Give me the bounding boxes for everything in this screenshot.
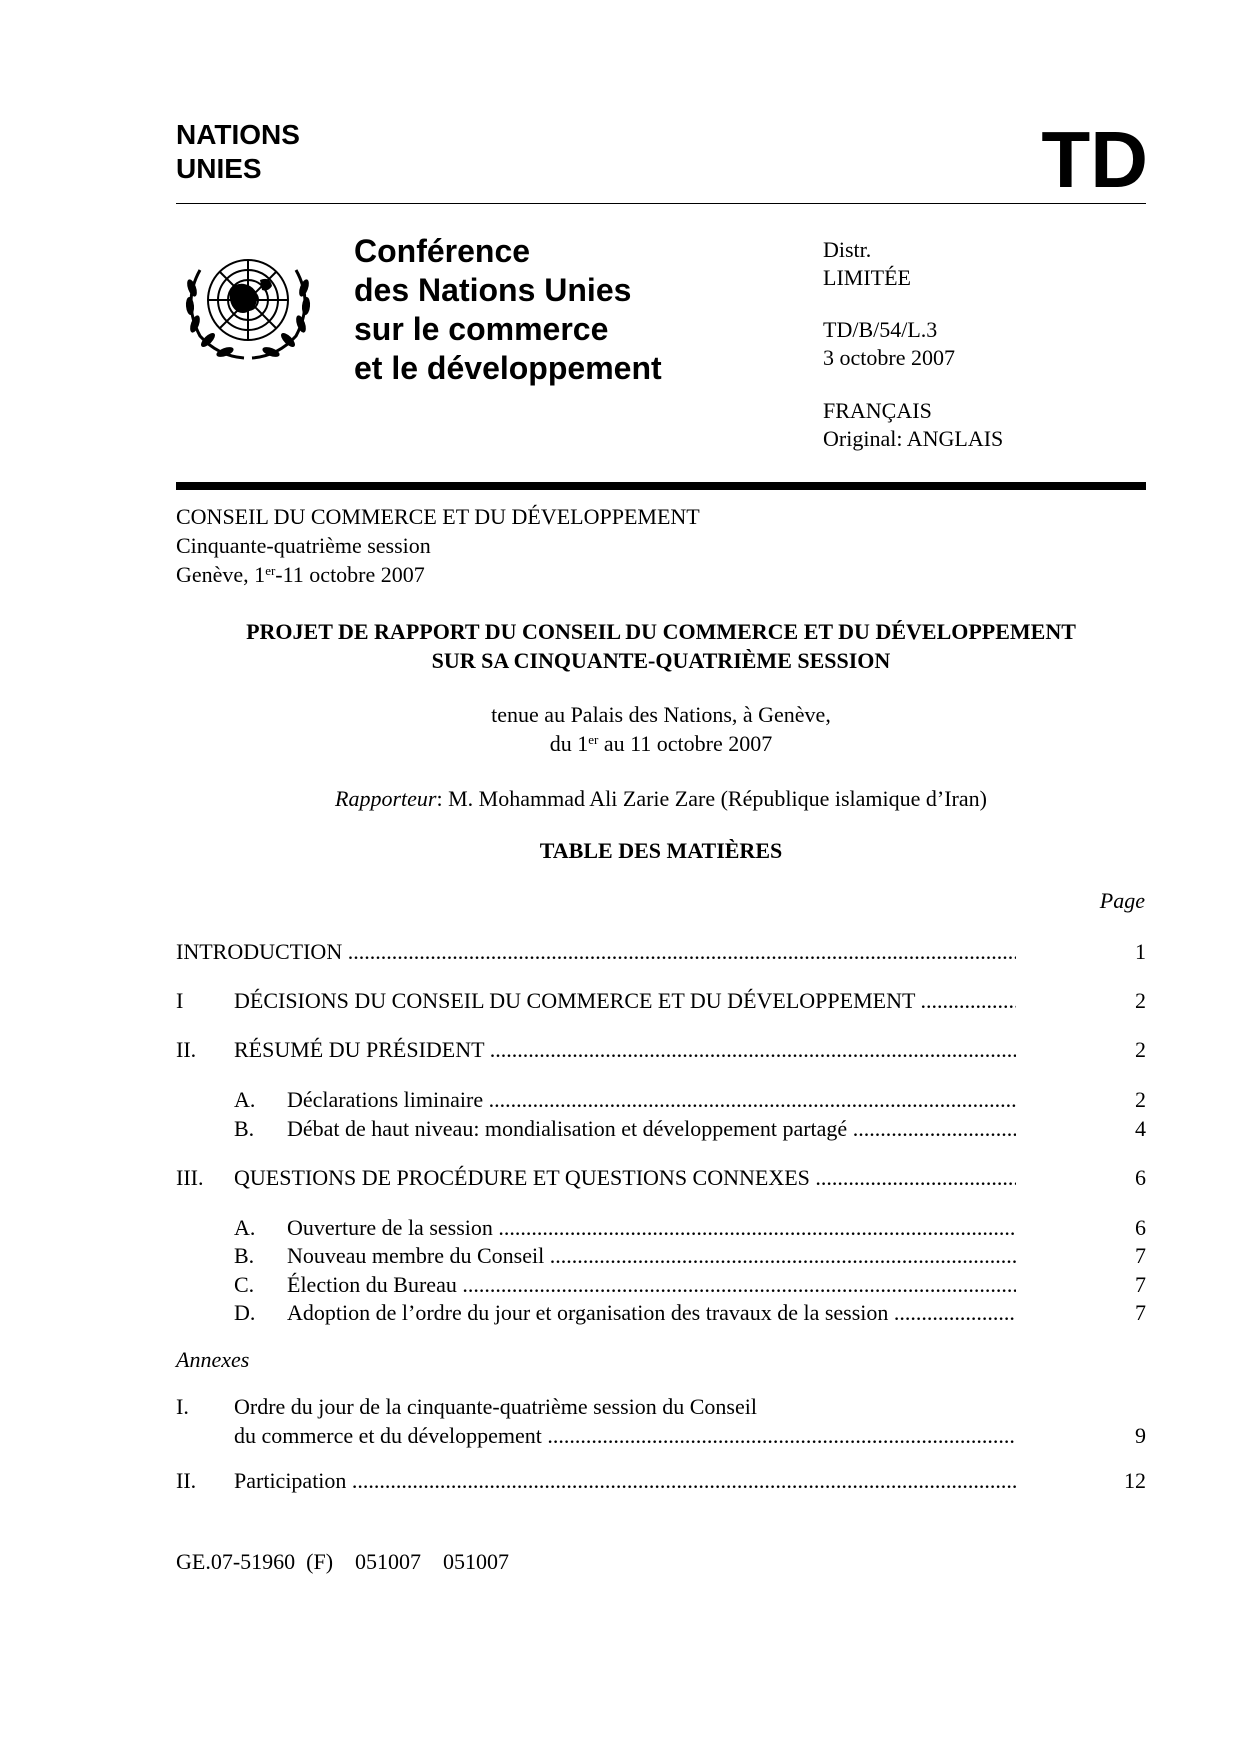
conference-title-line4: et le développement	[354, 350, 662, 386]
toc-entry[interactable]	[176, 1085, 1146, 1114]
toc-entry-label: Nouveau membre du Conseil .....	[287, 1241, 1016, 1270]
distribution-block	[823, 236, 911, 292]
toc-entry-page: 7	[1135, 1300, 1146, 1325]
toc-entry[interactable]	[176, 1270, 1146, 1299]
toc-entry[interactable]	[176, 937, 1146, 966]
org-name-line2: UNIES	[176, 153, 262, 184]
toc-entry-label: RÉSUMÉ DU PRÉSIDENT .....	[234, 1035, 1016, 1064]
distr-limit: LIMITÉE	[823, 265, 911, 290]
annex-entry-line1[interactable]	[176, 1392, 1146, 1421]
held-at-line1: tenue au Palais des Nations, à Genève,	[491, 702, 831, 727]
symbol-date-block	[823, 316, 955, 372]
council-name: CONSEIL DU COMMERCE ET DU DÉVELOPPEMENT	[176, 504, 700, 529]
rapporteur-name: : M. Mohammad Ali Zarie Zare (République islamique d’Iran)	[436, 786, 987, 811]
toc-entry-label: Débat de haut niveau: mondialisation et développement partagé .....	[287, 1114, 1016, 1143]
annex-entry[interactable]	[176, 1421, 1146, 1450]
toc-entry-label: Élection du Bureau .....	[287, 1270, 1016, 1299]
distr-label: Distr.	[823, 237, 872, 262]
toc-entry-label: Ouverture de la session .....	[287, 1213, 1016, 1242]
annex-entry-label: Participation .....	[234, 1466, 1016, 1495]
toc-entry-number: B.	[234, 1243, 255, 1268]
toc-entry-label: DÉCISIONS DU CONSEIL DU COMMERCE ET DU DÉVELOPPEMENT .....	[234, 986, 1016, 1015]
doc-date: 3 octobre 2007	[823, 345, 955, 370]
toc-entry-page: 2	[1135, 1037, 1146, 1062]
report-title-line2: SUR SA CINQUANTE-QUATRIÈME SESSION	[431, 648, 891, 673]
rapporteur	[176, 784, 1146, 813]
toc-entry-number: D.	[234, 1300, 256, 1325]
doc-original-language: Original: ANGLAIS	[823, 426, 1004, 451]
toc-entry-page: 6	[1135, 1215, 1146, 1240]
toc-entry-label: Adoption de l’ordre du jour et organisation des travaux de la session .....	[287, 1298, 1016, 1327]
toc-title: TABLE DES MATIÈRES	[539, 838, 783, 863]
toc-entry-label: Déclarations liminaire .....	[287, 1085, 1016, 1114]
toc-entry-label: QUESTIONS DE PROCÉDURE ET QUESTIONS CONNEXES .....	[234, 1163, 1016, 1192]
toc-entry-page: 7	[1135, 1243, 1146, 1268]
toc-entry-number: A.	[234, 1087, 256, 1112]
annex-entry-number: I.	[176, 1394, 189, 1419]
toc-entry[interactable]	[176, 1241, 1146, 1270]
toc-page-column-header: Page	[1099, 888, 1145, 913]
report-title	[176, 617, 1146, 675]
organization-name	[176, 118, 300, 186]
toc-entry-page: 7	[1135, 1272, 1146, 1297]
toc-entry-number: C.	[234, 1272, 255, 1297]
annexes-heading: Annexes	[176, 1347, 250, 1372]
toc-entry[interactable]	[176, 986, 1146, 1015]
toc-entry[interactable]	[176, 1035, 1146, 1064]
conference-title-line3: sur le commerce	[354, 311, 609, 347]
conference-title-line2: des Nations Unies	[354, 272, 632, 308]
toc-entry-number: II.	[176, 1037, 197, 1062]
rapporteur-label: Rapporteur	[335, 786, 437, 811]
council-block	[176, 502, 700, 589]
held-at-line2: du 1er au 11 octobre 2007	[549, 731, 773, 756]
document-series-symbol: TD	[1041, 115, 1148, 204]
job-number: GE.07-51960 (F) 051007 051007	[176, 1549, 510, 1574]
report-title-line1: PROJET DE RAPPORT DU CONSEIL DU COMMERCE ET DU DÉVELOPPEMENT	[246, 619, 1076, 644]
language-block	[823, 397, 1003, 453]
annex-entry-page: 12	[1124, 1468, 1146, 1493]
toc-entry[interactable]	[176, 1114, 1146, 1143]
toc-entry-number: I	[176, 988, 184, 1013]
toc-entry[interactable]	[176, 1298, 1146, 1327]
council-session: Cinquante-quatrième session	[176, 533, 431, 558]
toc-entry-page: 2	[1135, 1087, 1146, 1112]
toc-entry-page: 4	[1135, 1116, 1146, 1141]
toc-entry[interactable]	[176, 1163, 1146, 1192]
org-name-line1: NATIONS	[176, 119, 300, 150]
annex-entry-number: II.	[176, 1468, 197, 1493]
conference-title	[354, 232, 662, 388]
annex-entry-label-line1: Ordre du jour de la cinquante-quatrième session du Conseil	[234, 1394, 757, 1419]
header-divider	[176, 203, 1146, 204]
conference-title-line1: Conférence	[354, 233, 531, 269]
toc-entry-number: B.	[234, 1116, 255, 1141]
toc-entry-page: 1	[1135, 939, 1146, 964]
annex-entry-page: 9	[1135, 1423, 1146, 1448]
toc-entry[interactable]	[176, 1213, 1146, 1242]
toc-entry-page: 2	[1135, 988, 1146, 1013]
doc-language: FRANÇAIS	[823, 398, 932, 423]
toc-entry-page: 6	[1135, 1165, 1146, 1190]
held-at	[176, 700, 1146, 758]
annex-entry-label-line2: du commerce et du développement .....	[234, 1421, 1016, 1450]
doc-symbol: TD/B/54/L.3	[823, 317, 938, 342]
toc-entry-number: A.	[234, 1215, 256, 1240]
annex-entry[interactable]	[176, 1466, 1146, 1495]
toc-entry-label: INTRODUCTION .....	[176, 937, 1016, 966]
masthead-divider	[176, 482, 1146, 490]
council-place-date: Genève, 1er-11 octobre 2007	[176, 562, 425, 587]
un-emblem-icon	[178, 240, 318, 370]
toc-entry-number: III.	[176, 1165, 204, 1190]
